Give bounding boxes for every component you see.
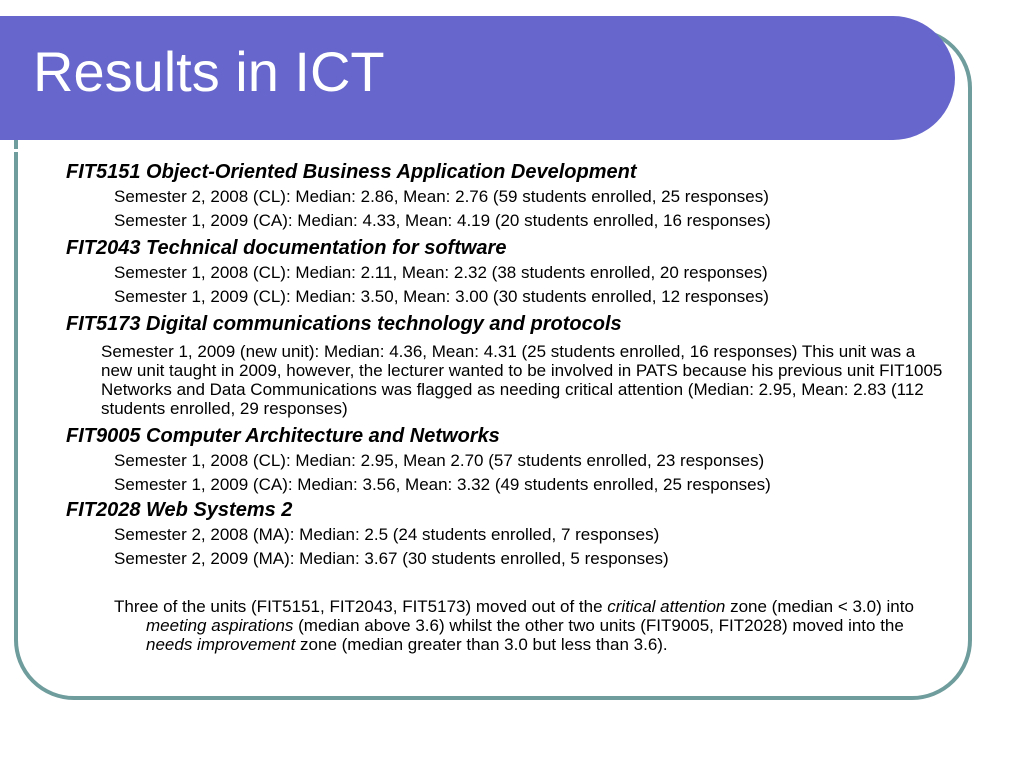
result-line: Semester 2, 2009 (MA): Median: 3.67 (30 students enrolled, 5 responses) <box>114 549 669 568</box>
unit-heading-fit2028: FIT2028 Web Systems 2 <box>66 499 293 521</box>
result-line: Semester 1, 2009 (CA): Median: 3.56, Mean: 3.32 (49 students enrolled, 25 responses) <box>114 475 771 494</box>
result-line: Semester 1, 2008 (CL): Median: 2.11, Mean: 2.32 (38 students enrolled, 20 responses) <box>114 263 768 282</box>
result-paragraph: Semester 1, 2009 (new unit): Median: 4.36, Mean: 4.31 (25 students enrolled, 16 responses) This unit was a new unit taught in 2009, however, the lecturer wanted to be involved in PATS because his previous unit FIT1005 Networks and Data Communications was flagged as needing critical attention (Median: 2.95, Mean: 2.83 (112 students enrolled, 29 responses) <box>101 342 943 418</box>
result-line: Semester 1, 2009 (CA): Median: 4.33, Mean: 4.19 (20 students enrolled, 16 responses) <box>114 211 771 230</box>
unit-heading-fit9005: FIT9005 Computer Architecture and Networks <box>66 425 500 447</box>
summary-paragraph <box>114 597 936 654</box>
result-line: Semester 1, 2008 (CL): Median: 2.95, Mean 2.70 (57 students enrolled, 23 responses) <box>114 451 765 470</box>
unit-heading-fit5151: FIT5151 Object-Oriented Business Application Development <box>66 161 637 183</box>
summary-text: (median above 3.6) whilst the other two units (FIT9005, FIT2028) moved into the <box>293 616 904 635</box>
summary-emphasis: needs improvement <box>146 635 296 654</box>
unit-heading-fit5173: FIT5173 Digital communications technology and protocols <box>66 313 622 335</box>
summary-text: zone (median < 3.0) into <box>725 597 914 616</box>
result-line: Semester 2, 2008 (CL): Median: 2.86, Mean: 2.76 (59 students enrolled, 25 responses) <box>114 187 769 206</box>
summary-emphasis: critical attention <box>607 597 726 616</box>
result-line: Semester 1, 2009 (CL): Median: 3.50, Mean: 3.00 (30 students enrolled, 12 responses) <box>114 287 769 306</box>
summary-emphasis: meeting aspirations <box>146 616 294 635</box>
unit-heading-fit2043: FIT2043 Technical documentation for software <box>66 237 507 259</box>
slide-title: Results in ICT <box>33 40 385 103</box>
summary-text: zone (median greater than 3.0 but less than 3.6). <box>295 635 668 654</box>
result-line: Semester 2, 2008 (MA): Median: 2.5 (24 students enrolled, 7 responses) <box>114 525 660 544</box>
summary-text: Three of the units (FIT5151, FIT2043, FIT5173) moved out of the <box>114 597 608 616</box>
